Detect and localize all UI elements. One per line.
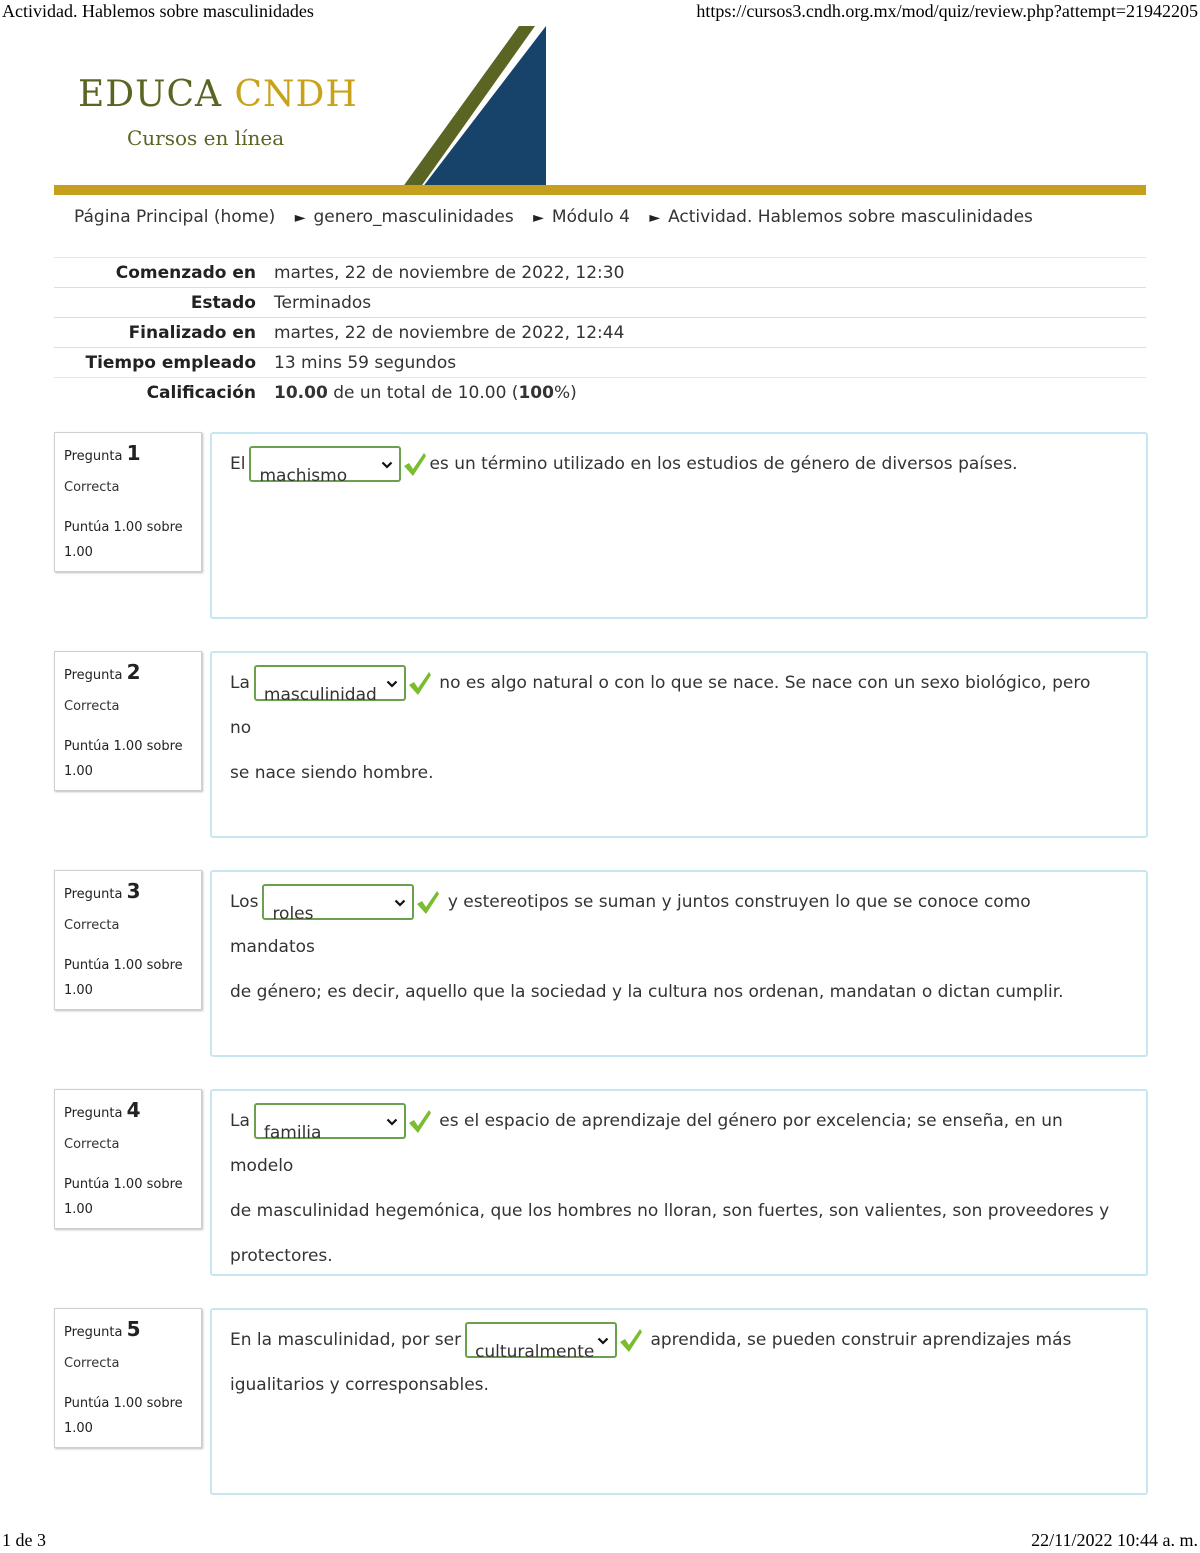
question-number-value: 4: [126, 1098, 141, 1122]
logo-subtitle: Cursos en línea: [127, 126, 285, 150]
breadcrumb-separator-icon: ►: [294, 210, 306, 226]
correct-check-icon: [619, 1327, 643, 1353]
summary-row-state: [54, 287, 1146, 317]
answer-select-value: culturalmente: [475, 1342, 595, 1362]
question-state: Correcta: [64, 1137, 120, 1152]
summary-value: martes, 22 de noviembre de 2022, 12:30: [274, 262, 625, 283]
answer-select[interactable]: [465, 1322, 617, 1362]
correct-check-icon: [416, 889, 440, 915]
question-5: [54, 1308, 1146, 1495]
site-logo[interactable]: [78, 74, 358, 115]
answer-select-value: roles: [272, 904, 314, 924]
question-info: [54, 1308, 202, 1448]
text-after: aprendida, se pueden construir aprendizajes más: [650, 1330, 1072, 1350]
question-info: [54, 432, 202, 572]
text-line-3: protectores.: [230, 1246, 333, 1266]
question-info: [54, 870, 202, 1010]
correct-check-icon: [408, 670, 432, 696]
print-header: [0, 0, 1200, 26]
attempt-summary-table: [54, 257, 1146, 407]
question-content: [210, 1308, 1148, 1495]
summary-row-finished: [54, 317, 1146, 347]
breadcrumb-separator-icon: ►: [649, 210, 661, 226]
question-number-value: 2: [126, 660, 141, 684]
question-number: [64, 660, 141, 684]
question-text: [230, 1099, 1110, 1279]
answer-select[interactable]: [262, 884, 414, 924]
summary-value: [256, 383, 577, 403]
text-after: no es algo natural o con lo que se nace. Se nace con un sexo biológico, pero no: [230, 673, 1091, 738]
question-label: Pregunta: [64, 668, 123, 683]
question-text: [230, 880, 1110, 1015]
summary-row-grade: [54, 377, 1146, 407]
question-label: Pregunta: [64, 449, 123, 464]
question-state: Correcta: [64, 480, 120, 495]
question-state: Correcta: [64, 1356, 120, 1371]
answer-select-value: familia: [263, 1123, 322, 1143]
correct-check-icon: [408, 1108, 432, 1134]
text-line-2: de género; es decir, aquello que la sociedad y la cultura nos ordenan, mandatan o dictan cumplir.: [230, 982, 1064, 1002]
banner-gold-bar: [54, 185, 1146, 195]
question-label: Pregunta: [64, 1106, 123, 1121]
question-number: [64, 879, 141, 903]
summary-label: Comenzado en: [115, 262, 256, 283]
text-after: es un término utilizado en los estudios de género de diversos países.: [429, 454, 1018, 474]
chevron-down-icon: [386, 679, 398, 689]
summary-label: Estado: [190, 292, 256, 313]
summary-value: 13 mins 59 segundos: [274, 352, 457, 373]
answer-select[interactable]: [254, 665, 406, 705]
summary-row-started: [54, 257, 1146, 287]
text-line-2: igualitarios y corresponsables.: [230, 1375, 489, 1395]
question-2: [54, 651, 1146, 838]
print-timestamp: 22/11/2022 10:44 a. m.: [1031, 1530, 1198, 1550]
text-before: La: [230, 673, 250, 693]
text-before: La: [230, 1111, 250, 1131]
question-3: [54, 870, 1146, 1057]
print-page-number: 1 de 3: [2, 1530, 46, 1550]
question-number: [64, 1098, 141, 1122]
chevron-down-icon: [597, 1336, 609, 1346]
summary-label: Calificación: [146, 382, 256, 403]
question-number-value: 5: [126, 1317, 141, 1341]
chevron-down-icon: [394, 898, 406, 908]
question-text: [230, 1318, 1110, 1408]
question-grade: Puntúa 1.00 sobre 1.00: [64, 739, 183, 779]
logo-word-educa: EDUCA: [78, 74, 223, 115]
banner-navy-triangle: [422, 26, 546, 188]
summary-value: martes, 22 de noviembre de 2022, 12:44: [274, 322, 625, 343]
site-banner: [54, 26, 1146, 196]
correct-check-icon: [403, 451, 427, 477]
question-grade: Puntúa 1.00 sobre 1.00: [64, 1396, 183, 1436]
text-line-2: de masculinidad hegemónica, que los hombres no lloran, son fuertes, son valientes, son proveedores y: [230, 1201, 1110, 1221]
question-label: Pregunta: [64, 887, 123, 902]
summary-row-time: [54, 347, 1146, 377]
grade-score: 10.00: [274, 382, 328, 403]
breadcrumb-home[interactable]: Página Principal (home): [74, 207, 276, 227]
answer-select-value: machismo: [259, 466, 348, 486]
print-page-url: https://cursos3.cndh.org.mx/mod/quiz/review.php?attempt=21942205: [696, 1, 1198, 21]
grade-total: de un total de 10.00 (: [333, 382, 519, 403]
question-1: [54, 432, 1146, 619]
text-before: El: [230, 454, 246, 474]
text-before: Los: [230, 892, 259, 912]
summary-label: Finalizado en: [128, 322, 256, 343]
question-info: [54, 1089, 202, 1229]
breadcrumb-course[interactable]: genero_masculinidades: [313, 207, 514, 227]
text-after: y estereotipos se suman y juntos construyen lo que se conoce como mandatos: [230, 892, 1031, 957]
question-text: [230, 442, 1110, 487]
question-content: [210, 651, 1148, 838]
question-state: Correcta: [64, 699, 120, 714]
logo-word-cndh: CNDH: [234, 74, 358, 115]
question-info: [54, 651, 202, 791]
print-page-title: Actividad. Hablemos sobre masculinidades: [2, 1, 314, 21]
question-number-value: 1: [126, 441, 141, 465]
question-content: [210, 870, 1148, 1057]
chevron-down-icon: [386, 1117, 398, 1127]
question-label: Pregunta: [64, 1325, 123, 1340]
breadcrumb-separator-icon: ►: [533, 210, 544, 226]
question-state: Correcta: [64, 918, 120, 933]
question-grade: Puntúa 1.00 sobre 1.00: [64, 958, 183, 998]
answer-select[interactable]: [254, 1103, 406, 1143]
answer-select-value: masculinidad: [263, 685, 377, 705]
breadcrumb: [74, 207, 1033, 227]
chevron-down-icon: [381, 460, 393, 470]
question-number: [64, 441, 141, 465]
question-content: [210, 1089, 1148, 1276]
summary-value: Terminados: [274, 292, 372, 313]
text-before: En la masculinidad, por ser: [230, 1330, 462, 1350]
grade-percent: 100: [518, 382, 554, 403]
breadcrumb-module[interactable]: Módulo 4: [551, 207, 630, 227]
question-grade: Puntúa 1.00 sobre 1.00: [64, 520, 183, 560]
question-text: [230, 661, 1110, 796]
text-after: es el espacio de aprendizaje del género por excelencia; se enseña, en un modelo: [230, 1111, 1063, 1176]
banner-decoration: [402, 26, 552, 188]
answer-select[interactable]: [249, 446, 401, 486]
breadcrumb-activity[interactable]: Actividad. Hablemos sobre masculinidades: [668, 207, 1033, 227]
text-line-2: se nace siendo hombre.: [230, 763, 434, 783]
question-number: [64, 1317, 141, 1341]
question-4: [54, 1089, 1146, 1276]
summary-label: Tiempo empleado: [85, 352, 256, 373]
question-content: [210, 432, 1148, 619]
question-number-value: 3: [126, 879, 141, 903]
grade-close: %): [553, 382, 577, 403]
question-grade: Puntúa 1.00 sobre 1.00: [64, 1177, 183, 1217]
